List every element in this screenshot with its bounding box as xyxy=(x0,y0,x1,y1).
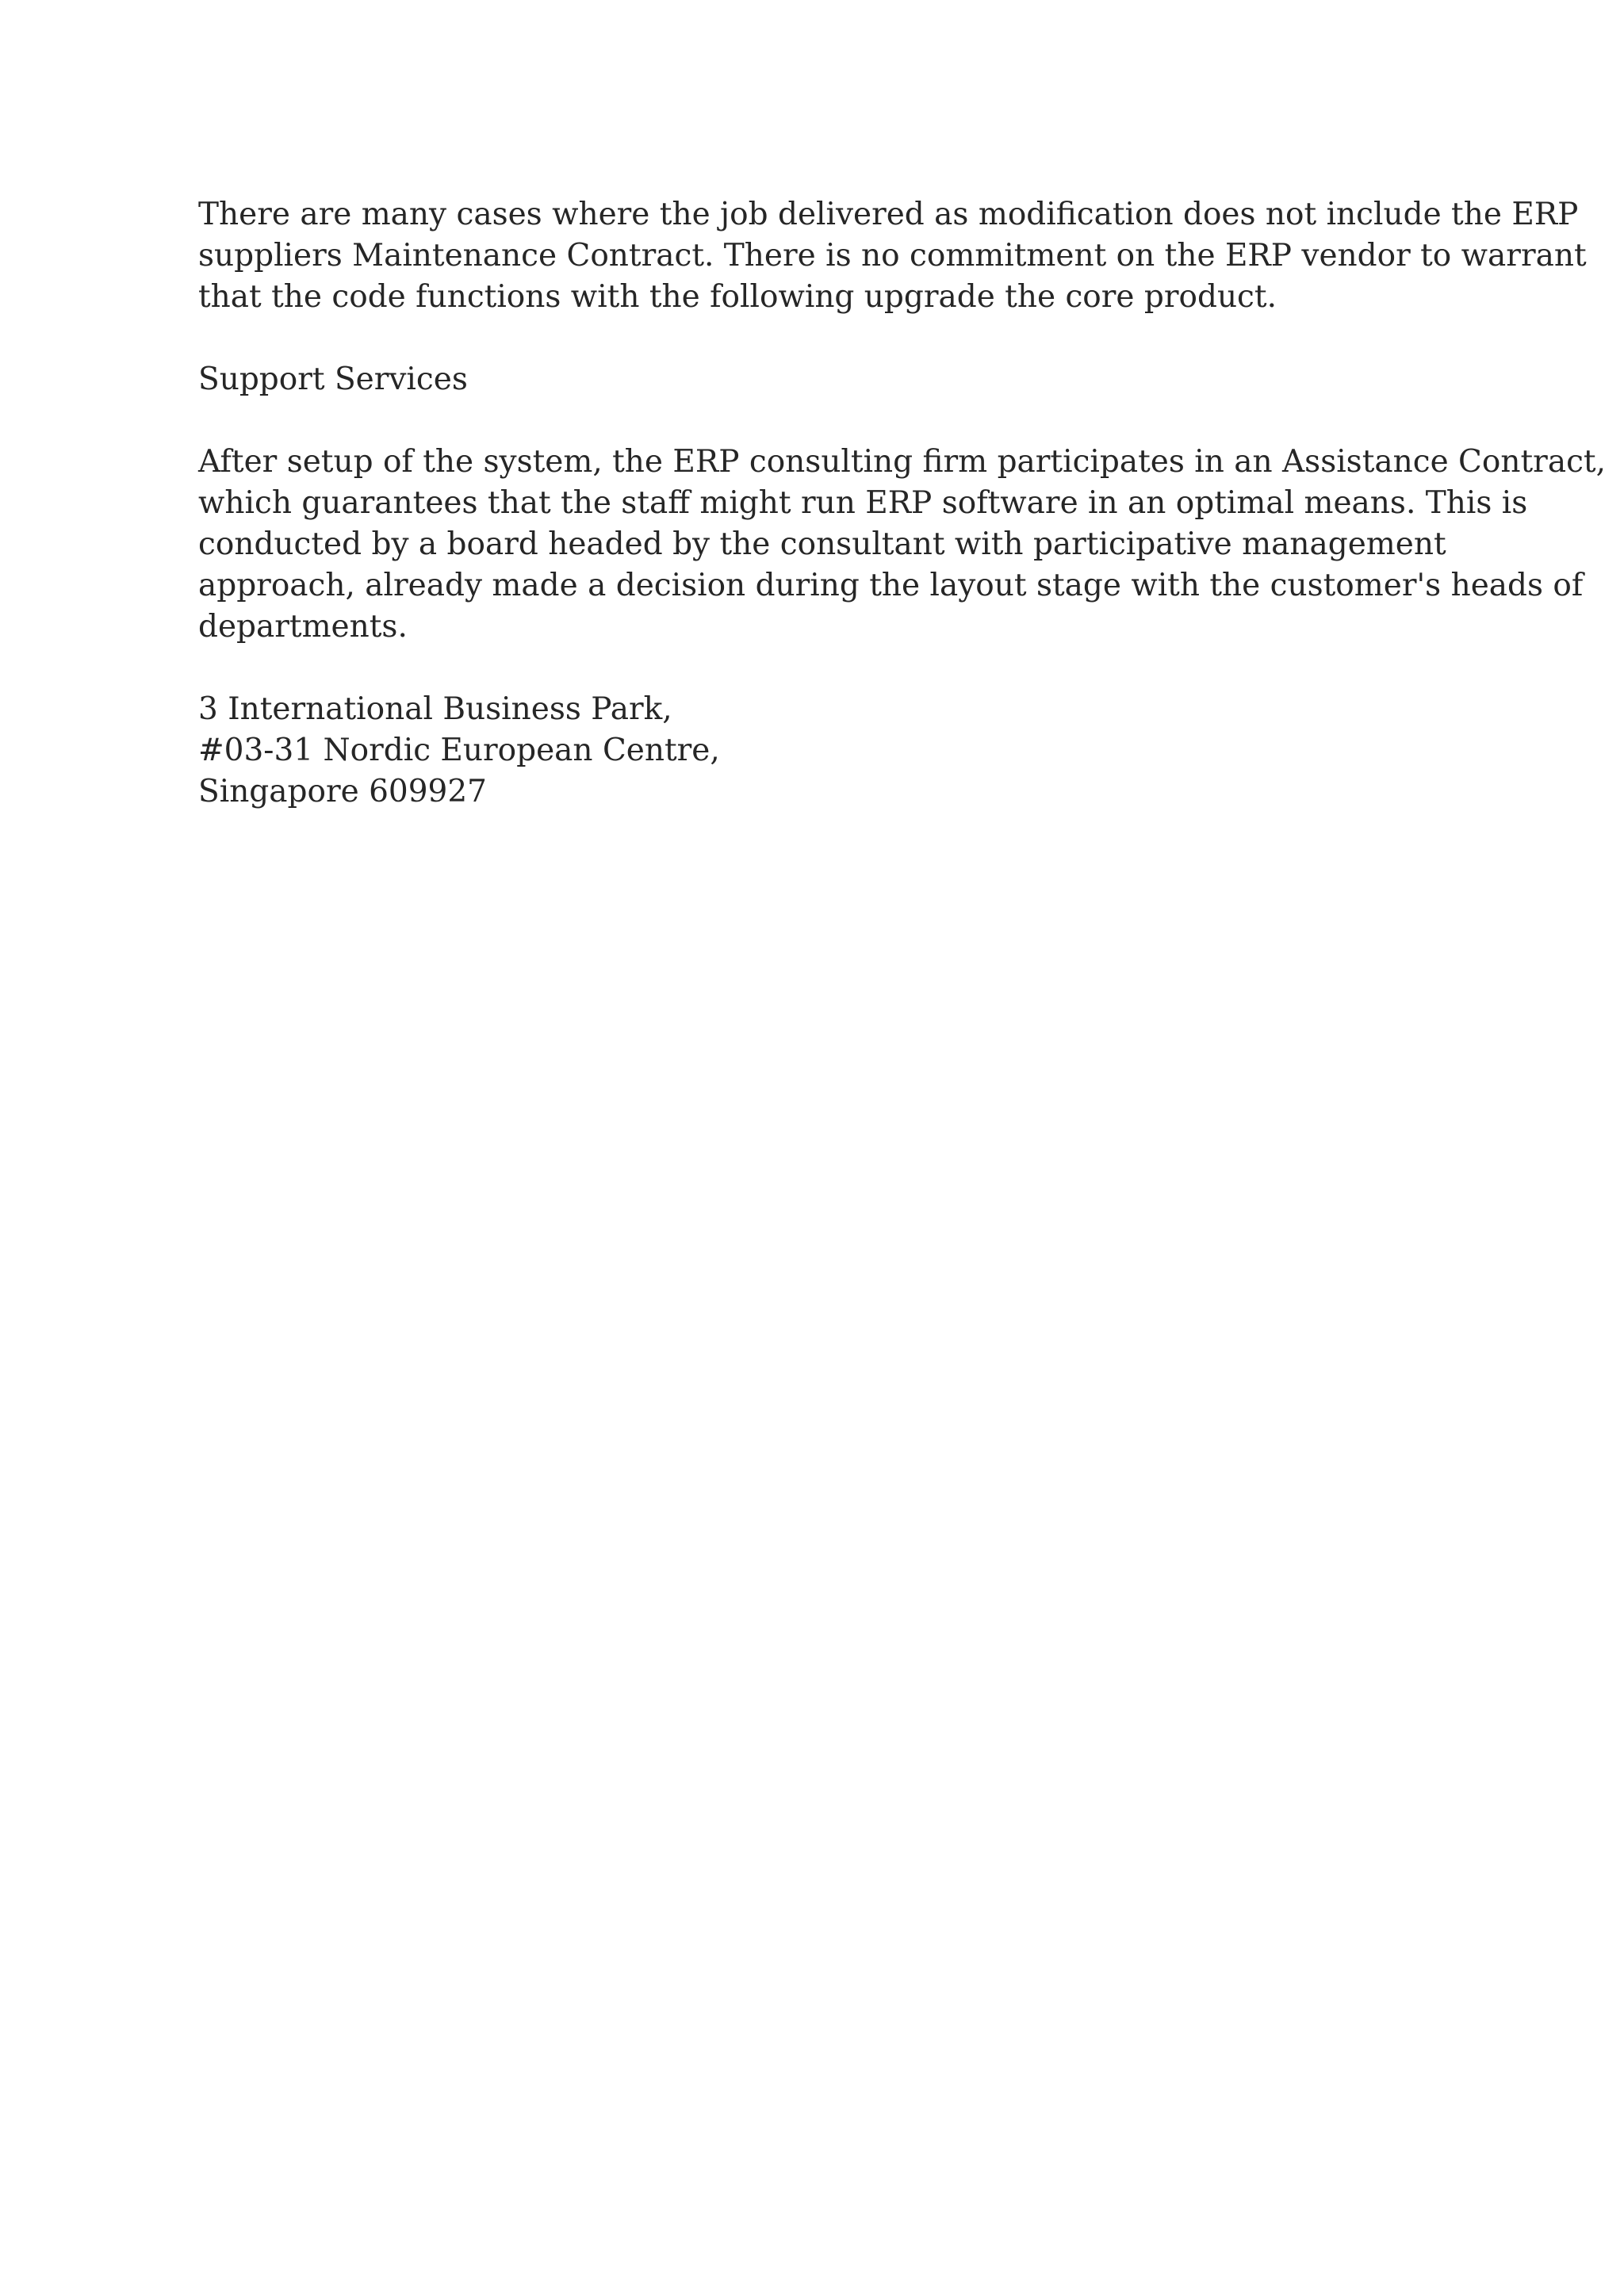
paragraph-support xyxy=(198,442,1606,648)
text-line: that the code functions with the following upgrade the core product. xyxy=(198,279,1277,315)
address-line: Singapore 609927 xyxy=(198,774,487,809)
text-line: After setup of the system, the ERP consulting firm participates in an Assistance Contract, xyxy=(198,444,1606,480)
document-body xyxy=(198,194,1606,813)
text-line: approach, already made a decision during the layout stage with the customer's heads of xyxy=(198,568,1584,603)
text-line: There are many cases where the job delivered as modification does not include the ERP xyxy=(198,197,1579,232)
address-block xyxy=(198,689,1451,813)
text-line: suppliers Maintenance Contract. There is no commitment on the ERP vendor to warrant xyxy=(198,238,1587,274)
text-line: which guarantees that the staff might run ERP software in an optimal means. This is xyxy=(198,485,1528,521)
section-heading xyxy=(198,359,1451,400)
paragraph-spacer xyxy=(198,648,1451,689)
paragraph-spacer xyxy=(198,318,1451,359)
address-line: #03-31 Nordic European Centre, xyxy=(198,733,720,768)
paragraph-spacer xyxy=(198,400,1451,442)
paragraph-maintenance xyxy=(198,194,1587,318)
address-line: 3 International Business Park, xyxy=(198,691,672,727)
text-line: departments. xyxy=(198,609,408,645)
heading-text: Support Services xyxy=(198,362,468,397)
text-line: conducted by a board headed by the consultant with participative management xyxy=(198,526,1446,562)
